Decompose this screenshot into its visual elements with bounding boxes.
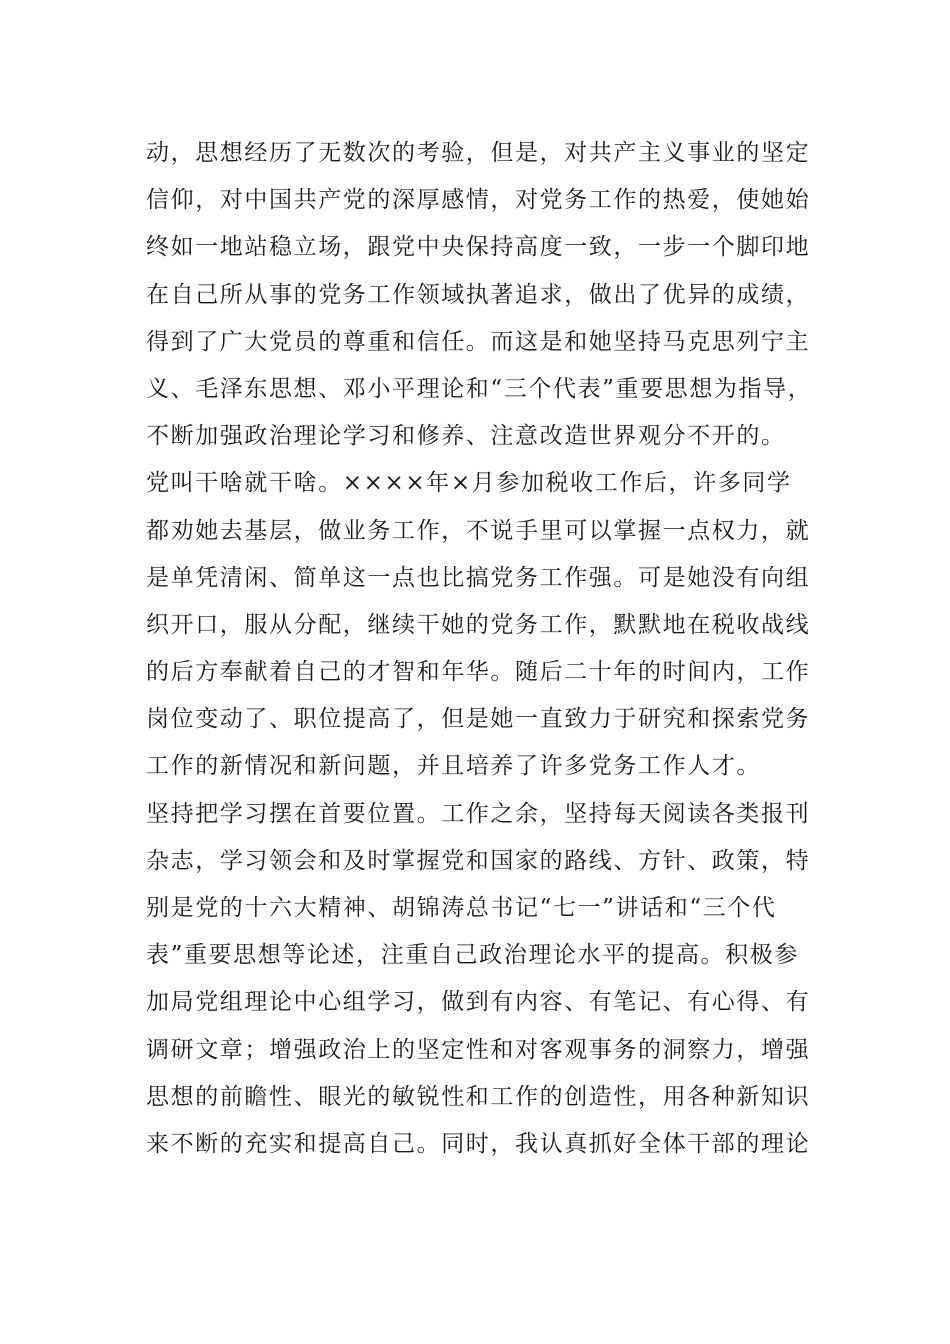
text-line: 不断加强政治理论学习和修养、注意改造世界观分不开的。 (146, 423, 786, 450)
text-line: 坚持把学习摆在首要位置。工作之余，坚持每天阅读各类报刊 (146, 800, 811, 827)
text-line: 织开口，服从分配，继续干她的党务工作，默默地在税收战线 (146, 611, 811, 638)
text-line: 党叫干啥就干啥。××××年×月参加税收工作后，许多同学 (146, 470, 792, 497)
text-line: 在自己所从事的党务工作领域执著追求，做出了优异的成绩， (146, 281, 811, 308)
text-line: 工作的新情况和新问题，并且培养了许多党务工作人才。 (146, 753, 761, 780)
text-line: 杂志，学习领会和及时掌握党和国家的路线、方针、政策，特 (146, 847, 811, 874)
text-line: 表”重要思想等论述，注重自己政治理论水平的提高。积极参 (146, 942, 799, 969)
text-line: 终如一地站稳立场，跟党中央保持高度一致，一步一个脚印地 (146, 234, 811, 261)
text-line: 动，思想经历了无数次的考验，但是，对共产主义事业的坚定 (146, 140, 811, 166)
document-body (146, 130, 818, 1168)
text-line: 加局党组理论中心组学习，做到有内容、有笔记、有心得、有 (146, 989, 811, 1016)
text-line: 思想的前瞻性、眼光的敏锐性和工作的创造性，用各种新知识 (146, 1083, 811, 1110)
text-line: 的后方奉献着自己的才智和年华。随后二十年的时间内，工作 (146, 659, 811, 686)
text-line: 信仰，对中国共产党的深厚感情，对党务工作的热爱，使她始 (146, 187, 811, 214)
text-line: 调研文章；增强政治上的坚定性和对客观事务的洞察力，增强 (146, 1036, 811, 1063)
text-line: 是单凭清闲、简单这一点也比搞党务工作强。可是她没有向组 (146, 564, 811, 591)
text-line: 义、毛泽东思想、邓小平理论和“三个代表”重要思想为指导， (146, 375, 813, 402)
text-line: 岗位变动了、职位提高了，但是她一直致力于研究和探索党务 (146, 706, 811, 733)
text-line: 来不断的充实和提高自己。同时，我认真抓好全体干部的理论 (146, 1130, 811, 1157)
text-line: 得到了广大党员的尊重和信任。而这是和她坚持马克思列宁主 (146, 328, 811, 355)
text-line: 别是党的十六大精神、胡锦涛总书记“七一”讲话和“三个代 (146, 895, 777, 921)
text-line: 都劝她去基层，做业务工作，不说手里可以掌握一点权力，就 (146, 517, 811, 544)
